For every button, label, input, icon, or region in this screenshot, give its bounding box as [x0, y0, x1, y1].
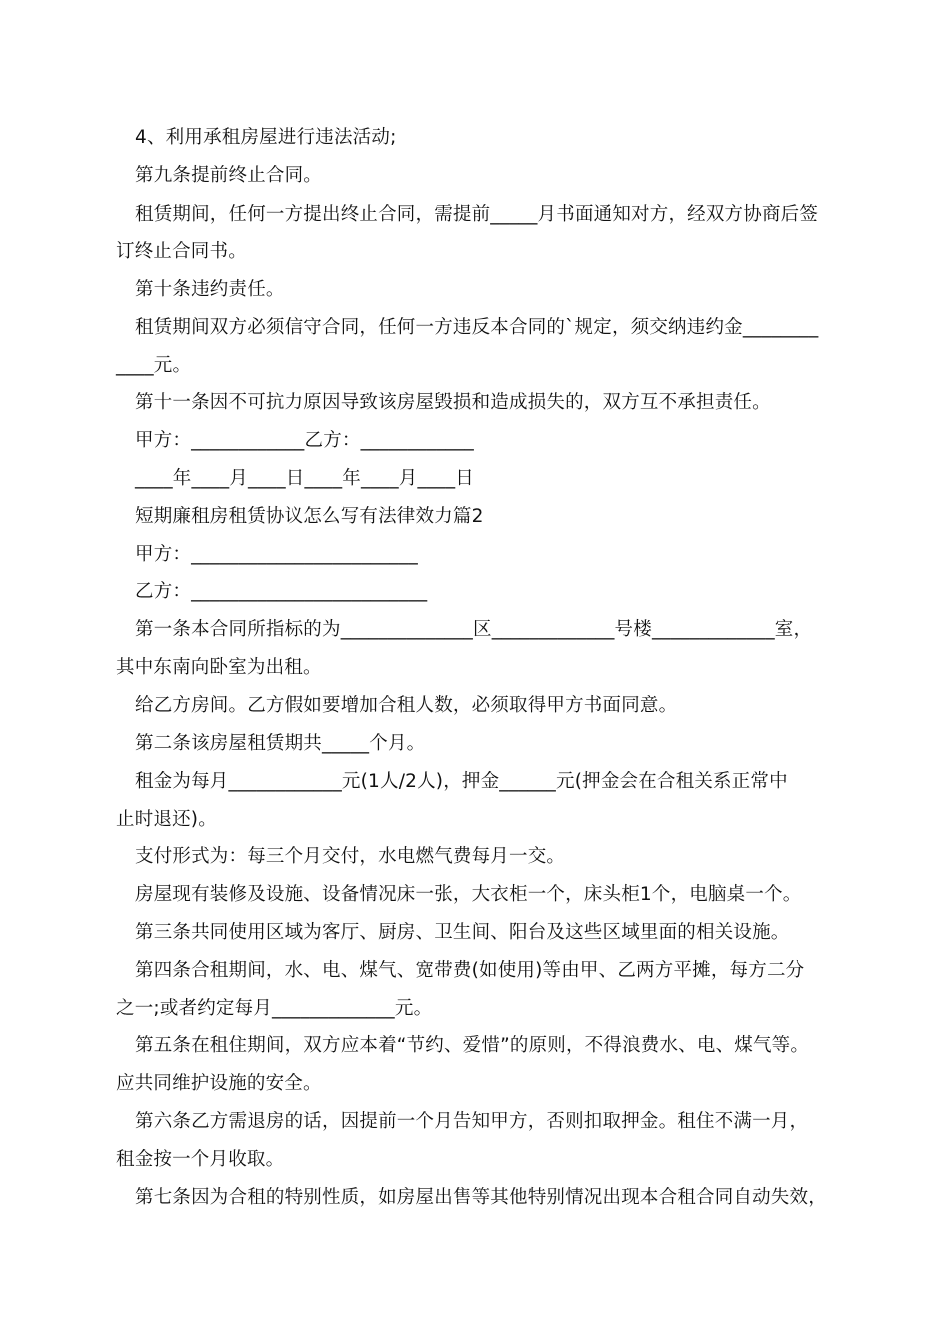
- rent-text-line-2: 止时退还)。: [116, 809, 217, 830]
- article-1-text-line-3: 给乙方房间。乙方假如要增加合租人数，必须取得甲方书面同意。: [135, 695, 678, 716]
- facilities-text: 房屋现有装修及设施、设备情况床一张，大衣柜一个，床头柜1个，电脑桌一个。: [135, 884, 802, 905]
- article-2-text: 第二条该房屋租赁期共_____个月。: [135, 733, 426, 754]
- rent-text-line-1: 租金为每月____________元(1人/2人)，押金______元(押金会在合租关系正常中: [135, 771, 788, 792]
- article-1-text-line-2: 其中东南向卧室为出租。: [116, 657, 322, 678]
- article-4-text-line-1: 第四条合租期间，水、电、煤气、宽带费(如使用)等由甲、乙两方平摊，每方二分: [135, 960, 805, 981]
- party-b-line: 乙方：_________________________: [135, 581, 428, 602]
- article-7-text-line-1: 第七条因为合租的特别性质，如房屋出售等其他特别情况出现本合租合同自动失效，: [135, 1187, 827, 1208]
- article-5-text-line-1: 第五条在租住期间，双方应本着“节约、爱惜”的原则，不得浪费水、电、煤气等。: [135, 1035, 810, 1056]
- article-10-text-line-1: 租赁期间双方必须信守合同，任何一方违反本合同的`规定，须交纳违约金________: [135, 317, 819, 338]
- article-10-text-line-2: ____元。: [116, 355, 192, 376]
- article-9-heading: 第九条提前终止合同。: [135, 165, 323, 186]
- article-5-text-line-2: 应共同维护设施的安全。: [116, 1073, 322, 1094]
- article-9-text-line-1: 租赁期间，任何一方提出终止合同，需提前_____月书面通知对方，经双方协商后签: [135, 204, 819, 225]
- clause-item-4: 4、利用承租房屋进行违法活动;: [135, 127, 397, 148]
- article-6-text-line-2: 租金按一个月收取。: [116, 1149, 285, 1170]
- article-4-text-line-2: 之一;或者约定每月_____________元。: [116, 998, 433, 1019]
- section-title: 短期廉租房租赁协议怎么写有法律效力篇2: [135, 506, 484, 527]
- signature-date-line: ____年____月____日____年____月____日: [135, 468, 475, 489]
- article-6-text-line-1: 第六条乙方需退房的话，因提前一个月告知甲方，否则扣取押金。租住不满一月，: [135, 1111, 809, 1132]
- article-10-heading: 第十条违约责任。: [135, 279, 285, 300]
- signature-parties-line: 甲方：____________乙方：____________: [135, 430, 475, 451]
- article-9-text-line-2: 订终止合同书。: [116, 241, 247, 262]
- article-1-text-line-1: 第一条本合同所指标的为______________区_____________号楼_____________室，: [135, 619, 813, 640]
- article-3-text: 第三条共同使用区域为客厅、厨房、卫生间、阳台及这些区域里面的相关设施。: [135, 922, 790, 943]
- party-a-line: 甲方：________________________: [135, 544, 418, 565]
- payment-method-text: 支付形式为：每三个月交付，水电燃气费每月一交。: [135, 846, 566, 867]
- article-11-text: 第十一条因不可抗力原因导致该房屋毁损和造成损失的，双方互不承担责任。: [135, 392, 771, 413]
